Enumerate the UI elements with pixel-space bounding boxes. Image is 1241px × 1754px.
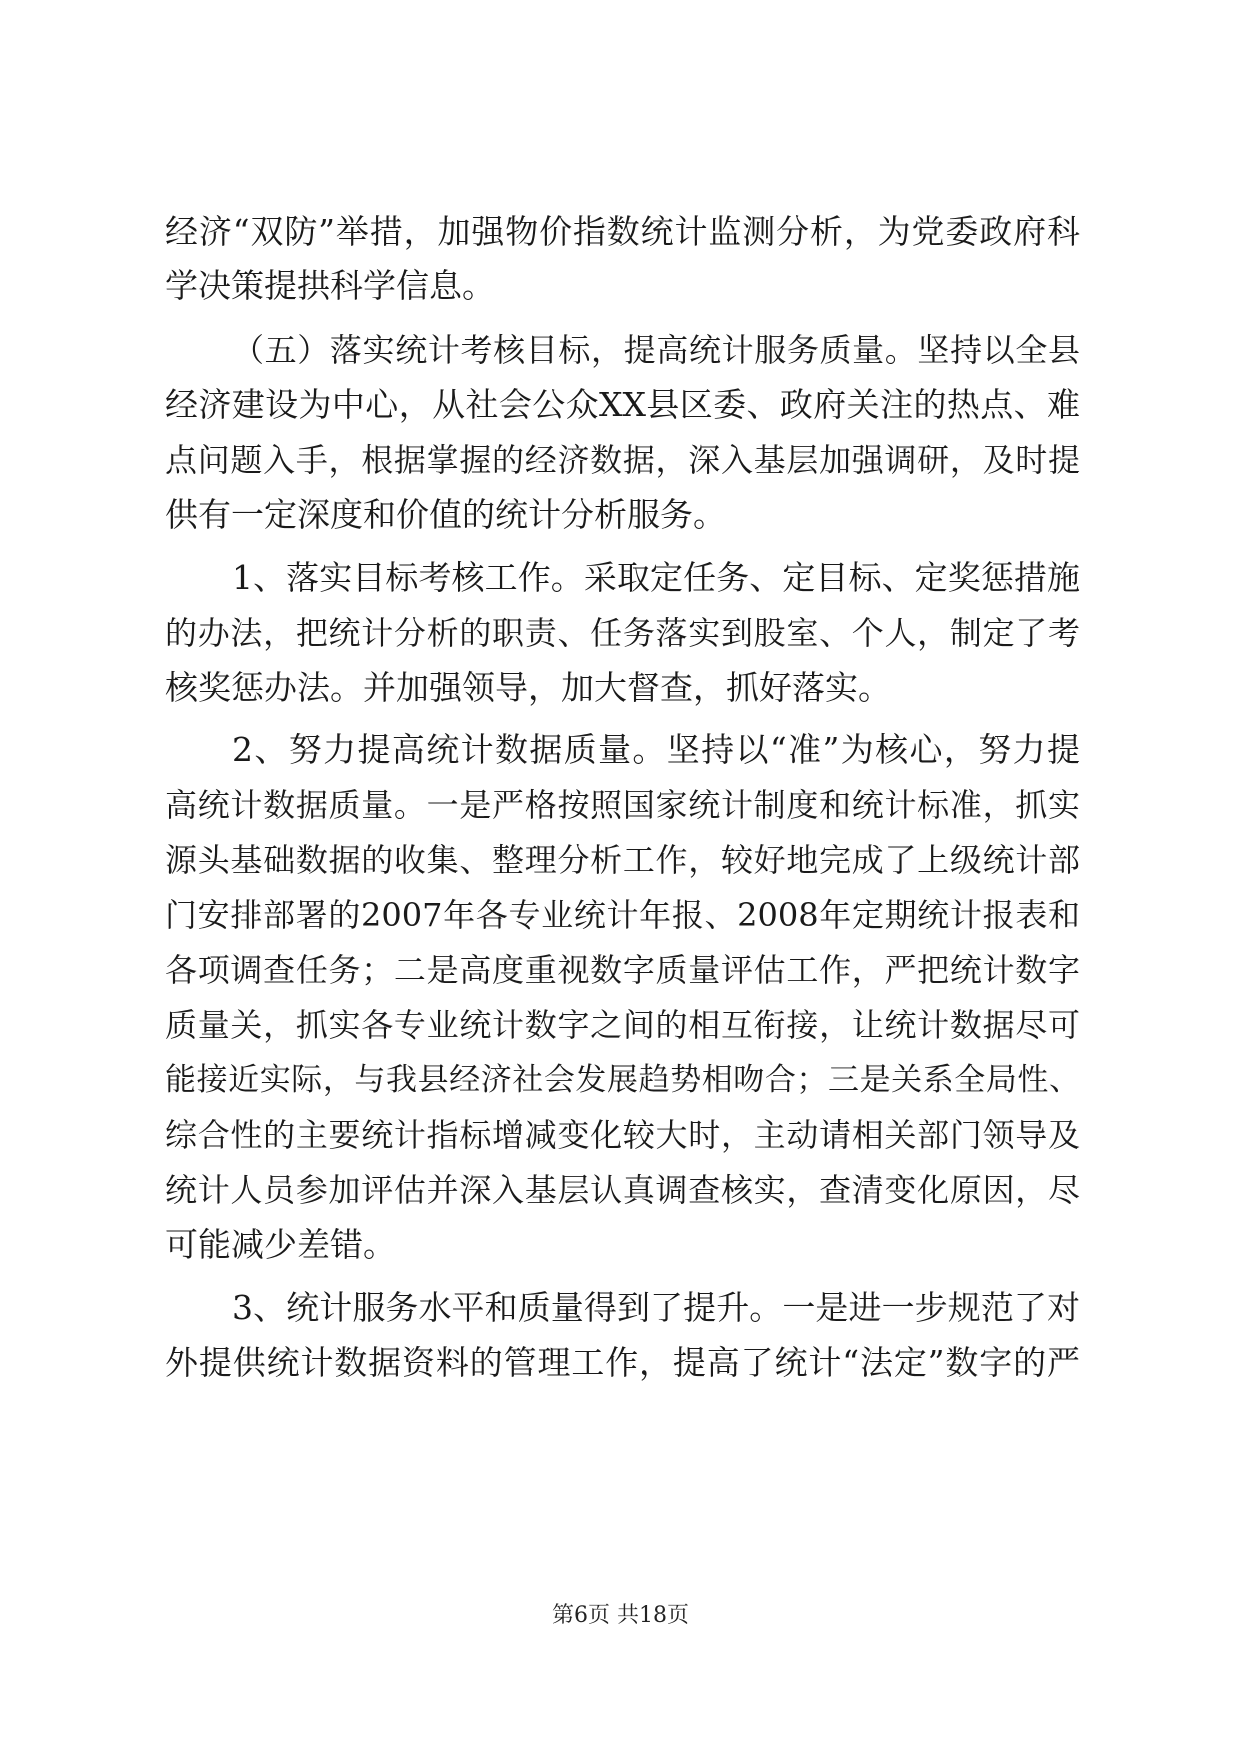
text-line: 统计人员参加评估并深入基层认真调查核实，查清变化原因，尽 — [165, 1171, 1080, 1209]
text-line: 点问题入手，根据掌握的经济数据，深入基层加强调研，及时提 — [165, 441, 1080, 479]
text-line: 综合性的主要统计指标增减变化较大时，主动请相关部门领导及 — [165, 1116, 1080, 1154]
text-line: 1、落实目标考核工作。采取定任务、定目标、定奖惩措施 — [232, 558, 1080, 597]
text-line: 供有一定深度和价值的统计分析服务。 — [165, 495, 726, 534]
text-line: 质量关，抓实各专业统计数字之间的相互衔接，让统计数据尽可 — [165, 1006, 1080, 1044]
text-line: 各项调查任务；二是高度重视数字质量评估工作，严把统计数字 — [165, 951, 1080, 989]
text-line: 高统计数据质量。一是严格按照国家统计制度和统计标准，抓实 — [165, 786, 1080, 824]
text-line: 的办法，把统计分析的职责、任务落实到股室、个人，制定了考 — [165, 614, 1080, 652]
text-line: 学决策提拱科学信息。 — [165, 266, 495, 305]
text-line: 门安排部署的2007年各专业统计年报、2008年定期统计报表和 — [165, 896, 1080, 934]
text-line: 经济建设为中心，从社会公众XX县区委、政府关注的热点、难 — [165, 385, 1080, 424]
text-line: 经济“双防”举措，加强物价指数统计监测分析，为党委政府科 — [165, 212, 1080, 251]
text-line: 能接近实际，与我县经济社会发展趋势相吻合；三是关系全局性、 — [165, 1062, 1080, 1098]
text-line: 核奖惩办法。并加强领导，加大督查，抓好落实。 — [165, 668, 891, 707]
text-line: （五）落实统计考核目标，提高统计服务质量。坚持以全县 — [232, 331, 1080, 369]
text-line: 外提供统计数据资料的管理工作，提高了统计“法定”数字的严 — [165, 1343, 1080, 1382]
page-number-footer: 第6页 共18页 — [552, 1603, 689, 1628]
text-line: 源头基础数据的收集、整理分析工作，较好地完成了上级统计部 — [165, 841, 1080, 879]
text-line: 2、努力提高统计数据质量。坚持以“准”为核心，努力提 — [232, 730, 1080, 769]
text-line: 可能减少差错。 — [165, 1225, 396, 1264]
text-line: 3、统计服务水平和质量得到了提升。一是进一步规范了对 — [232, 1288, 1080, 1327]
